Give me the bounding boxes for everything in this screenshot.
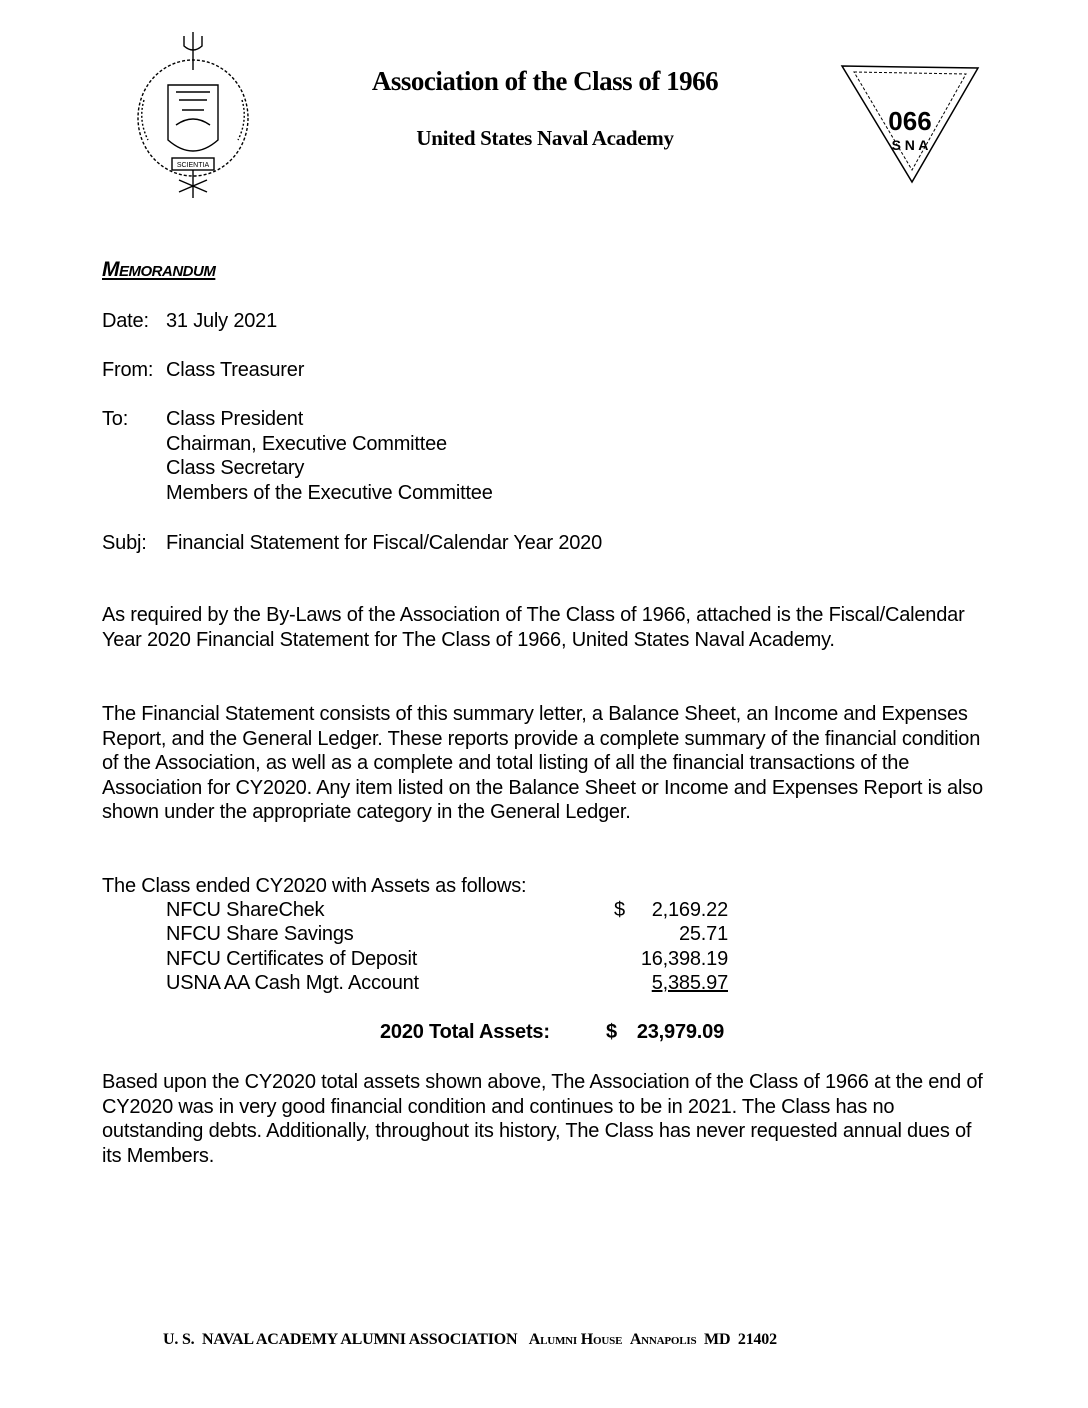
total-assets-currency: $ <box>606 1021 617 1043</box>
svg-text:S N A: S N A <box>891 137 929 153</box>
class-of-1966-crest-icon <box>840 62 980 184</box>
paragraph-statement-contents: The Financial Statement consists of this summary letter, a Balance Sheet, an Income and Expenses Report, and the General Ledger. These reports provide a complete summary of the financial condition of the Association, as well as a complete and total listing of all the financial transactions of the Association for CY2020. Any item listed on the Balance Sheet or Income and Expenses Report is also shown under the appropriate category in the General Ledger. <box>102 703 983 823</box>
association-title: Association of the Class of 1966 <box>371 66 719 96</box>
asset-amount: 16,398.19 <box>640 948 728 970</box>
total-assets-label: 2020 Total Assets: <box>380 1021 550 1043</box>
asset-amount: 25.71 <box>678 923 728 945</box>
asset-amount: 2,169.22 <box>651 899 728 921</box>
recipient: Chairman, Executive Committee <box>166 432 447 455</box>
date-label: Date: <box>102 310 149 332</box>
asset-row <box>166 947 728 972</box>
footer-building: Alumni House <box>528 1331 623 1348</box>
recipient: Members of the Executive Committee <box>166 481 493 504</box>
assets-intro: The Class ended CY2020 with Assets as follows: <box>102 875 527 897</box>
subj-label: Subj: <box>102 532 147 554</box>
asset-name: NFCU ShareChek <box>166 899 325 921</box>
from-value: Class Treasurer <box>166 359 305 381</box>
academy-subtitle: United States Naval Academy <box>416 126 674 150</box>
footer-city: Annapolis <box>629 1331 697 1348</box>
recipient: Class President <box>166 408 304 430</box>
subj-value: Financial Statement for Fiscal/Calendar Year 2020 <box>166 532 603 554</box>
asset-row <box>166 922 728 947</box>
asset-currency: $ <box>614 899 625 921</box>
from-label: From: <box>102 359 154 381</box>
asset-row <box>166 971 728 996</box>
to-label: To: <box>102 408 129 430</box>
asset-row <box>166 898 728 923</box>
svg-text:066: 066 <box>888 106 932 136</box>
asset-name: NFCU Share Savings <box>166 923 354 945</box>
naval-academy-crest-icon <box>124 30 262 200</box>
total-assets-amount: 23,979.09 <box>636 1021 724 1043</box>
footer-state-zip: MD 21402 <box>704 1331 777 1348</box>
memorandum-heading: Memorandum <box>102 258 216 281</box>
asset-name: NFCU Certificates of Deposit <box>166 948 418 970</box>
asset-amount: 5,385.97 <box>651 972 728 994</box>
asset-name: USNA AA Cash Mgt. Account <box>166 972 419 994</box>
crest-motto: SCIENTIA <box>176 162 210 169</box>
paragraph-financial-condition: Based upon the CY2020 total assets shown above, The Association of the Class of 1966 at the end of CY2020 was in very good financial condition and continues to be in 2021. The Class has no outstanding debts. Additionally, throughout its history, The Class has never requested annual dues of its Members. <box>102 1071 983 1167</box>
recipient: Class Secretary <box>166 457 305 479</box>
footer-address <box>163 1331 923 1349</box>
paragraph-bylaws: As required by the By-Laws of the Association of The Class of 1966, attached is the Fiscal/Calendar Year 2020 Financial Statement for The Class of 1966, United States Naval Academy. <box>102 604 965 651</box>
to-recipients <box>166 407 493 505</box>
date-value: 31 July 2021 <box>166 310 278 332</box>
footer-org: U. S. NAVAL ACADEMY ALUMNI ASSOCIATION <box>163 1331 518 1348</box>
